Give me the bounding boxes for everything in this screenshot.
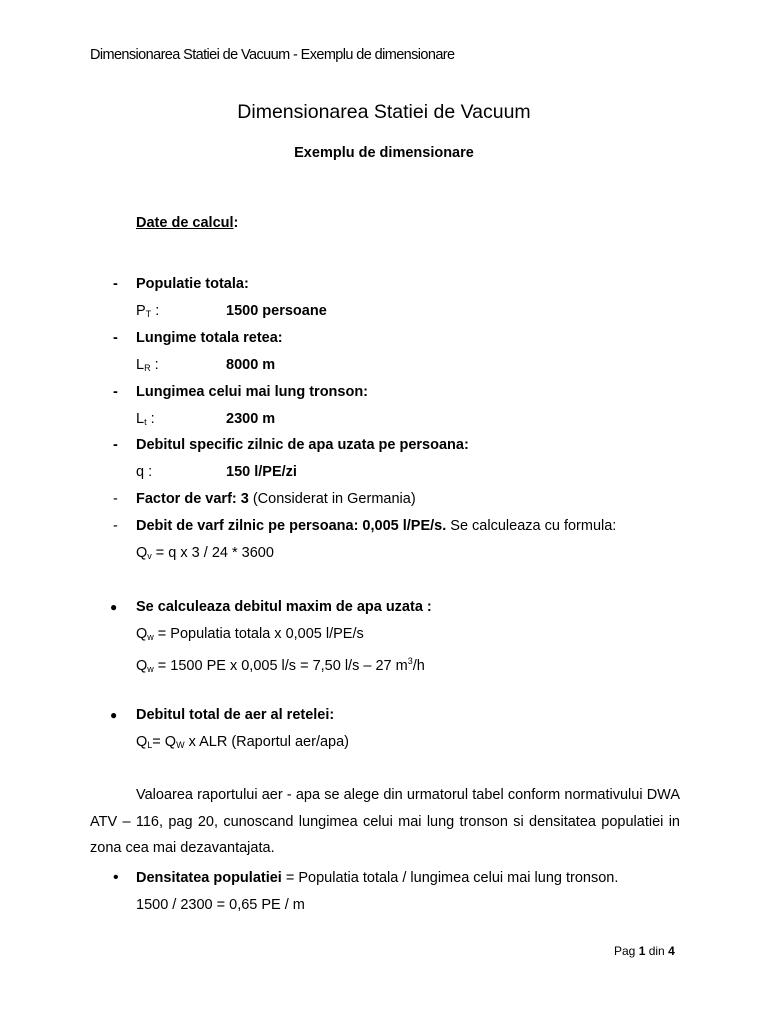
dash-marker: - bbox=[113, 276, 118, 292]
bullet-marker: ● bbox=[110, 600, 118, 614]
debit-maxim-label: Se calculeaza debitul maxim de apa uzata : bbox=[136, 599, 432, 615]
document-title: Dimensionarea Statiei de Vacuum bbox=[237, 101, 531, 123]
qw-formula-2: $Q_w = 1500$ PE x 0,005 l/s = 7,50 l/s – 27 $m^3/h$ bbox=[136, 656, 425, 674]
ql-formula: $Q_L= Q_W$ x ALR (Raportul aer/apa) bbox=[136, 734, 349, 750]
qv-formula: $Q_v = q$ x 3 / 24 * 3600 bbox=[136, 545, 274, 561]
lt-value: 2300 m bbox=[226, 411, 276, 427]
tronson-label: Lungimea celui mai lung tronson: bbox=[136, 384, 369, 400]
debit-specific-label: Debitul specific zilnic de apa uzata pe persoana: bbox=[136, 437, 469, 453]
populatie-label: Populatie totala: bbox=[136, 276, 249, 292]
section-heading: Date de calcul: bbox=[136, 215, 239, 231]
densitate-calc: 1500 / 2300 = 0,65 PE / m bbox=[136, 897, 305, 913]
lr-symbol: $L_R$ : bbox=[136, 357, 159, 373]
body-paragraph: Valoarea raportului aer - apa se alege din urmatorul tabel conform normativului DWA ATV – 116, pag 20, cunoscand lungimea celui mai lung tronson si densitatea populatiei in zona cea mai dezavantajata. bbox=[90, 787, 680, 856]
lungime-label: Lungime totala retea: bbox=[136, 330, 283, 346]
dash-marker: - bbox=[113, 491, 118, 507]
bullet-marker: ● bbox=[110, 708, 118, 722]
document-subtitle: Exemplu de dimensionare bbox=[294, 145, 474, 161]
bullet-marker: • bbox=[113, 869, 119, 886]
qw-formula-1: $Q_w$ = Populatia totala x 0,005 l/PE/s bbox=[136, 626, 364, 642]
aer-label: Debitul total de aer al retelei: bbox=[136, 707, 335, 723]
running-header: Dimensionarea Statiei de Vacuum - Exemplu de dimensionare bbox=[90, 47, 455, 63]
q-symbol: q : bbox=[136, 464, 153, 480]
q-value: 150 l/PE/zi bbox=[226, 464, 297, 480]
lt-symbol: $L_t$ : bbox=[136, 411, 155, 427]
pt-symbol: $P_T$ : bbox=[136, 303, 160, 319]
factor-varf: Factor de varf: 3 (Considerat in Germania) bbox=[136, 491, 416, 507]
dash-marker: - bbox=[113, 437, 118, 453]
dash-marker: - bbox=[113, 518, 118, 534]
dash-marker: - bbox=[113, 384, 118, 400]
page-number: Pag 1 din 4 bbox=[614, 944, 675, 958]
pt-value: 1500 persoane bbox=[226, 303, 327, 319]
dash-marker: - bbox=[113, 330, 118, 346]
lr-value: 8000 m bbox=[226, 357, 276, 373]
debit-varf: Debit de varf zilnic pe persoana: 0,005 l/PE/s. Se calculeaza cu formula: bbox=[136, 518, 617, 534]
densitate-line: Densitatea populatiei = Populatia totala / lungimea celui mai lung tronson. bbox=[136, 870, 619, 886]
